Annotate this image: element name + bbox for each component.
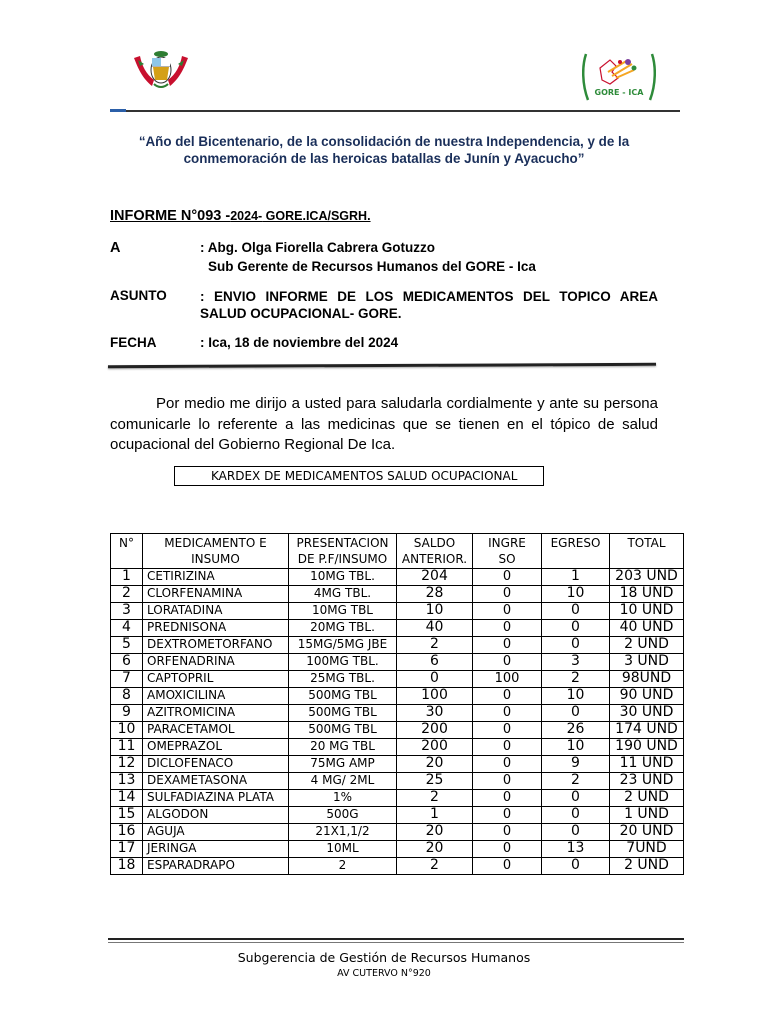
cell-total: 23 UND: [610, 773, 684, 790]
cell-previous-balance: 20: [397, 841, 473, 858]
date-value: : Ica, 18 de noviembre del 2024: [200, 335, 399, 350]
footer-divider: [108, 938, 684, 940]
cell-outgo: 3: [542, 654, 610, 671]
cell-income: 0: [473, 603, 542, 620]
cell-previous-balance: 28: [397, 586, 473, 603]
table-row: [111, 739, 684, 756]
cell-row-number: 15: [111, 807, 143, 824]
cell-previous-balance: 2: [397, 790, 473, 807]
table-row: [111, 790, 684, 807]
cell-income: 0: [473, 858, 542, 875]
column-header-number: N°: [111, 534, 143, 569]
cell-previous-balance: 200: [397, 722, 473, 739]
cell-presentation: 1%: [289, 790, 397, 807]
cell-medicine-name: DEXTROMETORFANO: [143, 637, 289, 654]
cell-medicine-name: CLORFENAMINA: [143, 586, 289, 603]
cell-medicine-name: DICLOFENACO: [143, 756, 289, 773]
cell-total: 2 UND: [610, 858, 684, 875]
footer-address: AV CUTERVO N°920: [337, 968, 431, 979]
table-row: [111, 620, 684, 637]
column-header-presentation: PRESENTACION DE P.F/INSUMO: [289, 534, 397, 569]
table-body: [111, 569, 684, 875]
cell-previous-balance: 0: [397, 671, 473, 688]
cell-outgo: 1: [542, 569, 610, 586]
cell-outgo: 0: [542, 603, 610, 620]
cell-outgo: 0: [542, 858, 610, 875]
subject-value: : ENVIO INFORME DE LOS MEDICAMENTOS DEL TOPICO AREA SALUD OCUPACIONAL- GORE.: [200, 289, 658, 321]
cell-row-number: 7: [111, 671, 143, 688]
cell-presentation: 500MG TBL: [289, 688, 397, 705]
column-header-outgo: EGRESO: [542, 534, 610, 569]
cell-total: 98UND: [610, 671, 684, 688]
table-row: [111, 841, 684, 858]
table-row: [111, 586, 684, 603]
cell-outgo: 26: [542, 722, 610, 739]
cell-row-number: 16: [111, 824, 143, 841]
table-row: [111, 688, 684, 705]
cell-previous-balance: 6: [397, 654, 473, 671]
cell-outgo: 0: [542, 790, 610, 807]
subject-label: ASUNTO: [110, 288, 167, 303]
informe-title-year: 2024-: [230, 209, 263, 223]
cell-presentation: 100MG TBL.: [289, 654, 397, 671]
year-motto: [110, 133, 658, 167]
cell-row-number: 1: [111, 569, 143, 586]
cell-row-number: 3: [111, 603, 143, 620]
cell-row-number: 6: [111, 654, 143, 671]
cell-presentation: 10MG TBL.: [289, 569, 397, 586]
table-row: [111, 858, 684, 875]
cell-outgo: 0: [542, 637, 610, 654]
cell-previous-balance: 204: [397, 569, 473, 586]
cell-income: 0: [473, 569, 542, 586]
cell-income: 0: [473, 620, 542, 637]
cell-medicine-name: AGUJA: [143, 824, 289, 841]
cell-total: 2 UND: [610, 790, 684, 807]
table-row: [111, 773, 684, 790]
cell-previous-balance: 30: [397, 705, 473, 722]
cell-medicine-name: PARACETAMOL: [143, 722, 289, 739]
cell-outgo: 0: [542, 705, 610, 722]
cell-income: 0: [473, 807, 542, 824]
cell-row-number: 14: [111, 790, 143, 807]
header-separator-line: [108, 363, 656, 368]
table-row: [111, 756, 684, 773]
table-row: [111, 671, 684, 688]
cell-medicine-name: ALGODON: [143, 807, 289, 824]
cell-medicine-name: DEXAMETASONA: [143, 773, 289, 790]
cell-row-number: 17: [111, 841, 143, 858]
table-header-row: [111, 534, 684, 569]
year-motto-line-1: “Año del Bicentenario, de la consolidación de nuestra Independencia, y de la: [138, 134, 630, 149]
cell-total: 18 UND: [610, 586, 684, 603]
cell-income: 0: [473, 790, 542, 807]
cell-presentation: 10ML: [289, 841, 397, 858]
column-header-total: TOTAL: [610, 534, 684, 569]
table-row: [111, 807, 684, 824]
cell-total: 174 UND: [610, 722, 684, 739]
cell-medicine-name: AZITROMICINA: [143, 705, 289, 722]
informe-title-code: GORE.ICA/SGRH.: [262, 209, 371, 223]
cell-medicine-name: AMOXICILINA: [143, 688, 289, 705]
header-divider: [112, 110, 680, 112]
cell-income: 0: [473, 739, 542, 756]
cell-previous-balance: 25: [397, 773, 473, 790]
recipient-label: A: [110, 240, 121, 256]
cell-outgo: 9: [542, 756, 610, 773]
cell-row-number: 2: [111, 586, 143, 603]
body-paragraph: [110, 394, 658, 456]
cell-medicine-name: ORFENADRINA: [143, 654, 289, 671]
cell-previous-balance: 100: [397, 688, 473, 705]
cell-medicine-name: OMEPRAZOL: [143, 739, 289, 756]
cell-previous-balance: 2: [397, 858, 473, 875]
table-row: [111, 603, 684, 620]
cell-previous-balance: 40: [397, 620, 473, 637]
cell-outgo: 0: [542, 620, 610, 637]
cell-presentation: 25MG TBL.: [289, 671, 397, 688]
peru-coat-of-arms-logo: [130, 50, 192, 92]
cell-presentation: 500MG TBL: [289, 722, 397, 739]
cell-medicine-name: SULFADIAZINA PLATA: [143, 790, 289, 807]
cell-presentation: 20MG TBL.: [289, 620, 397, 637]
cell-total: 2 UND: [610, 637, 684, 654]
cell-total: 7UND: [610, 841, 684, 858]
informe-title: [110, 208, 371, 224]
cell-outgo: 0: [542, 824, 610, 841]
cell-outgo: 2: [542, 773, 610, 790]
cell-row-number: 4: [111, 620, 143, 637]
cell-presentation: 20 MG TBL: [289, 739, 397, 756]
cell-total: 11 UND: [610, 756, 684, 773]
body-paragraph-text: Por medio me dirijo a usted para saludarla cordialmente y ante su persona comunicarle lo referente a las medicinas que se tienen en el tópico de salud ocupacional del Gobierno Regional De Ica.: [110, 395, 658, 453]
cell-presentation: 2: [289, 858, 397, 875]
cell-row-number: 12: [111, 756, 143, 773]
header-divider-accent: [110, 109, 126, 112]
informe-title-number: INFORME N°093 -: [110, 208, 231, 224]
cell-outgo: 2: [542, 671, 610, 688]
cell-income: 0: [473, 824, 542, 841]
cell-total: 3 UND: [610, 654, 684, 671]
cell-previous-balance: 1: [397, 807, 473, 824]
cell-income: 0: [473, 722, 542, 739]
year-motto-line-2: conmemoración de las heroicas batallas de Junín y Ayacucho”: [183, 151, 585, 166]
date-label: FECHA: [110, 335, 157, 350]
cell-income: 100: [473, 671, 542, 688]
cell-presentation: 4 MG/ 2ML: [289, 773, 397, 790]
cell-income: 0: [473, 841, 542, 858]
cell-income: 0: [473, 756, 542, 773]
gore-ica-logo-text: GORE - ICA: [594, 88, 644, 97]
cell-outgo: 10: [542, 586, 610, 603]
recipient-position: Sub Gerente de Recursos Humanos del GORE - Ica: [208, 259, 536, 274]
cell-presentation: 500MG TBL: [289, 705, 397, 722]
cell-previous-balance: 200: [397, 739, 473, 756]
cell-total: 190 UND: [610, 739, 684, 756]
cell-income: 0: [473, 637, 542, 654]
cell-total: 90 UND: [610, 688, 684, 705]
cell-presentation: 75MG AMP: [289, 756, 397, 773]
column-header-income: INGRESO: [473, 534, 542, 569]
cell-row-number: 10: [111, 722, 143, 739]
cell-medicine-name: CAPTOPRIL: [143, 671, 289, 688]
cell-income: 0: [473, 654, 542, 671]
cell-income: 0: [473, 688, 542, 705]
cell-row-number: 9: [111, 705, 143, 722]
cell-presentation: 21X1,1/2: [289, 824, 397, 841]
table-row: [111, 824, 684, 841]
cell-row-number: 18: [111, 858, 143, 875]
cell-outgo: 0: [542, 807, 610, 824]
cell-medicine-name: JERINGA: [143, 841, 289, 858]
cell-income: 0: [473, 773, 542, 790]
footer-department: Subgerencia de Gestión de Recursos Humanos: [237, 950, 531, 965]
cell-medicine-name: ESPARADRAPO: [143, 858, 289, 875]
cell-row-number: 13: [111, 773, 143, 790]
medicines-table: [110, 533, 684, 875]
cell-previous-balance: 10: [397, 603, 473, 620]
cell-outgo: 10: [542, 739, 610, 756]
cell-row-number: 11: [111, 739, 143, 756]
cell-total: 203 UND: [610, 569, 684, 586]
cell-total: 10 UND: [610, 603, 684, 620]
cell-total: 20 UND: [610, 824, 684, 841]
table-row: [111, 722, 684, 739]
cell-income: 0: [473, 705, 542, 722]
recipient-name: : Abg. Olga Fiorella Cabrera Gotuzzo: [200, 240, 436, 255]
cell-previous-balance: 20: [397, 824, 473, 841]
cell-income: 0: [473, 586, 542, 603]
kardex-title: KARDEX DE MEDICAMENTOS SALUD OCUPACIONAL: [174, 466, 544, 486]
cell-outgo: 10: [542, 688, 610, 705]
cell-row-number: 5: [111, 637, 143, 654]
table-row: [111, 637, 684, 654]
table-row: [111, 569, 684, 586]
cell-total: 1 UND: [610, 807, 684, 824]
cell-presentation: 15MG/5MG JBE: [289, 637, 397, 654]
cell-previous-balance: 2: [397, 637, 473, 654]
cell-total: 40 UND: [610, 620, 684, 637]
cell-previous-balance: 20: [397, 756, 473, 773]
cell-medicine-name: LORATADINA: [143, 603, 289, 620]
cell-presentation: 500G: [289, 807, 397, 824]
column-header-medicine: MEDICAMENTO E INSUMO: [143, 534, 289, 569]
table-row: [111, 654, 684, 671]
footer-divider-secondary: [108, 942, 684, 943]
table-row: [111, 705, 684, 722]
cell-medicine-name: PREDNISONA: [143, 620, 289, 637]
gore-ica-logo: [582, 52, 656, 108]
cell-row-number: 8: [111, 688, 143, 705]
cell-outgo: 13: [542, 841, 610, 858]
cell-medicine-name: CETIRIZINA: [143, 569, 289, 586]
column-header-previous-balance: SALDO ANTERIOR.: [397, 534, 473, 569]
cell-presentation: 10MG TBL: [289, 603, 397, 620]
cell-total: 30 UND: [610, 705, 684, 722]
cell-presentation: 4MG TBL.: [289, 586, 397, 603]
